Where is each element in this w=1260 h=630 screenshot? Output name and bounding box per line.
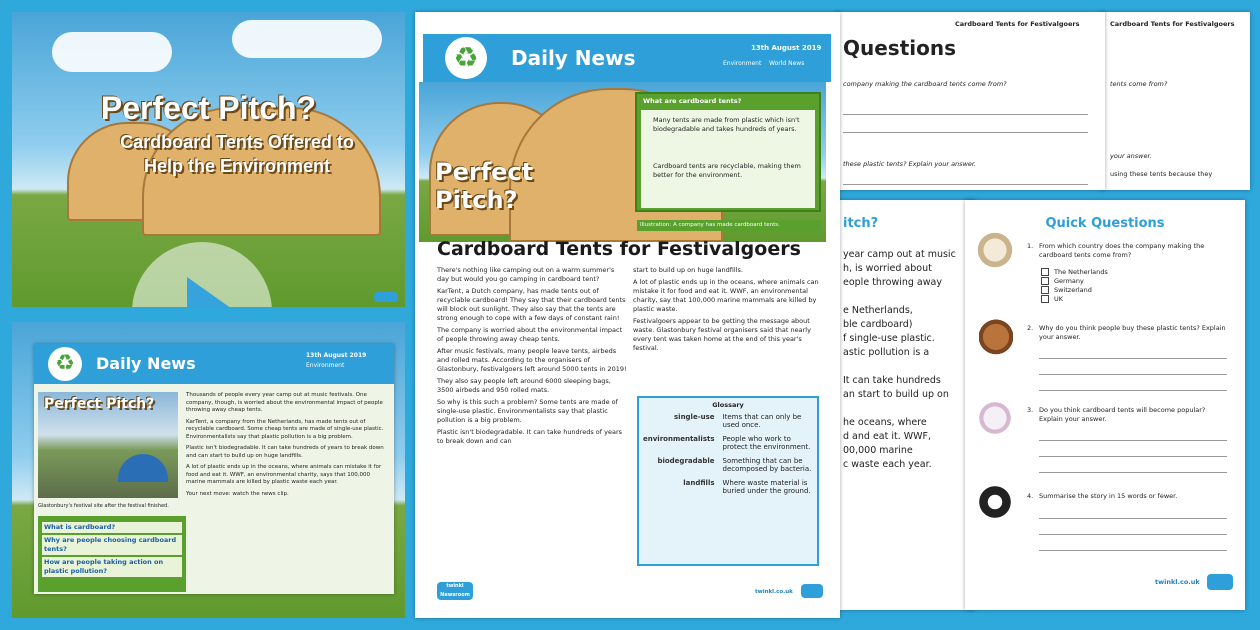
news-header xyxy=(423,34,831,82)
question-fragment: company making the cardboard tents come from? xyxy=(843,80,1007,88)
fact-box xyxy=(635,92,821,212)
quick-questions-page xyxy=(965,200,1245,610)
twinkl-logo: twinkl Newsroom xyxy=(437,582,473,600)
article-column-2 xyxy=(633,266,821,353)
video-slide[interactable] xyxy=(12,12,405,307)
fact-box-content xyxy=(641,110,815,208)
option-label: Switzerland xyxy=(1054,286,1092,294)
paragraph: So why is this such a problem? Some tents are made of single-use plastic. Environmentalists say that plastic pollution is a big problem. xyxy=(437,398,618,424)
glossary-box xyxy=(637,396,819,566)
answer-line[interactable] xyxy=(1039,506,1227,519)
reading-page xyxy=(835,200,975,610)
checkbox[interactable] xyxy=(1041,268,1049,276)
cloud xyxy=(52,32,172,72)
answer-line[interactable] xyxy=(1039,460,1227,473)
text-line: c waste each year. xyxy=(843,459,932,470)
answer-line xyxy=(843,120,1088,133)
page-header: Cardboard Tents for Festivalgoers xyxy=(1110,20,1235,28)
bullet: Many tents are made from plastic which isn't biodegradable and takes hundreds of years. xyxy=(653,116,800,133)
glossary-definition: Something that can be decomposed by bacteria. xyxy=(722,457,812,473)
answer-line[interactable] xyxy=(1039,378,1227,391)
paragraph: KarTent, a Dutch company, has made tents out of recyclable cardboard! They say that their cardboard tents will block out sunlight. They also say that the tents are strong enough to cope with a few days of constant rain! xyxy=(437,287,626,322)
answer-line[interactable] xyxy=(1039,444,1227,457)
answer-line[interactable] xyxy=(1039,522,1227,535)
text-line: It can take hundreds xyxy=(843,375,941,386)
answer-line[interactable] xyxy=(1039,346,1227,359)
glossary-term: environmentalists xyxy=(643,435,715,443)
text-line: f single-use plastic. xyxy=(843,333,935,344)
photo-caption: Glastonbury's festival site after the festival finished. xyxy=(38,503,169,509)
header-tag: World News xyxy=(769,60,805,67)
questions-page xyxy=(835,12,1105,190)
paragraph: Festivalgoers appear to be getting the message about waste. Glastonbury festival organisers said that nearly every tent was taken home at the end of this year's festival. xyxy=(633,317,811,352)
dog-picture xyxy=(979,318,1013,360)
questions-page-back xyxy=(1100,12,1250,190)
paragraph: The company is worried about the environmental impact of people throwing away cheap tents. xyxy=(437,326,623,343)
footer-url[interactable]: twinkl.co.uk xyxy=(1155,578,1200,586)
header-tag: Environment xyxy=(306,362,345,369)
answer-line xyxy=(843,172,1088,185)
option-label: UK xyxy=(1054,295,1064,303)
question-number: 1. xyxy=(1027,242,1034,250)
paragraph: A lot of plastic ends up in the oceans, where animals can mistake it for food and eat it. WWF, an environmental charity, says that 100,000 marine mammals are killed by plastic waste each year. xyxy=(186,464,382,485)
slide-subtitle: Cardboard Tents Offered to Help the Environment xyxy=(120,132,354,176)
article-column-1 xyxy=(437,266,627,446)
text-line: h, is worried about xyxy=(843,263,932,274)
paragraph: Plastic isn't biodegradable. It can take hundreds of years to break down and can start to build up on huge landfills. xyxy=(186,445,384,459)
recycle-icon: ♻ xyxy=(445,37,487,79)
page-title: itch? xyxy=(843,216,879,231)
play-button[interactable] xyxy=(132,242,272,307)
photo-title: Perfect Pitch? xyxy=(435,158,534,214)
option-label: Germany xyxy=(1054,277,1084,285)
footer-url[interactable]: twinkl.co.uk xyxy=(755,589,793,595)
link-item[interactable]: How are people taking action on plastic pollution? xyxy=(42,557,182,577)
header-title: Daily News xyxy=(511,46,636,70)
text-line: e Netherlands, xyxy=(843,305,913,316)
slide-title: Perfect Pitch? xyxy=(100,90,317,126)
links-box xyxy=(38,516,186,592)
dog-picture xyxy=(977,232,1013,272)
question-4: Summarise the story in 15 words or fewer. xyxy=(1039,492,1178,500)
question-number: 4. xyxy=(1027,492,1034,500)
text-line: ble cardboard) xyxy=(843,319,913,330)
option-list xyxy=(1041,268,1108,304)
question-2: Why do you think people buy these plastic tents? Explain your answer. xyxy=(1039,324,1226,341)
answer-line[interactable] xyxy=(1039,362,1227,375)
tent-icon xyxy=(118,454,168,482)
paragraph: They also say people left around 6000 sleeping bags, 3500 airbeds and 950 rolled mats. xyxy=(437,377,611,394)
option[interactable] xyxy=(1041,286,1108,295)
answer-line[interactable] xyxy=(1039,538,1227,551)
cloud xyxy=(232,20,382,58)
news-photo xyxy=(419,82,826,242)
glossary-title: Glossary xyxy=(712,401,744,409)
slide-body xyxy=(186,392,386,498)
answer-line[interactable] xyxy=(1039,428,1227,441)
glossary-table xyxy=(639,410,817,498)
page-title: Quick Questions xyxy=(1045,216,1165,231)
news-page xyxy=(415,12,840,618)
answer-line xyxy=(843,102,1088,115)
option[interactable] xyxy=(1041,277,1108,286)
question-3: Do you think cardboard tents will become popular? Explain your answer. xyxy=(1039,406,1206,423)
link-item[interactable]: What is cardboard? xyxy=(42,522,182,533)
glossary-row xyxy=(639,410,817,432)
headline: Cardboard Tents for Festivalgoers xyxy=(437,238,801,260)
twinkl-logo xyxy=(374,292,398,302)
glossary-definition: People who work to protect the environment. xyxy=(722,435,811,451)
page-title: Questions xyxy=(843,36,957,60)
presentation-slide[interactable] xyxy=(12,322,405,618)
glossary-row xyxy=(639,476,817,498)
news-photo xyxy=(38,392,178,498)
paragraph: There's nothing like camping out on a warm summer's day but would you go camping in cardboard tent? xyxy=(437,266,615,283)
dog-picture xyxy=(977,400,1013,440)
checkbox[interactable] xyxy=(1041,295,1049,303)
recycle-icon: ♻ xyxy=(48,347,82,381)
glossary-row xyxy=(639,454,817,476)
glossary-term: single-use xyxy=(674,413,715,421)
fact-box-title: What are cardboard tents? xyxy=(643,97,742,105)
twinkl-logo xyxy=(801,584,823,598)
question-fragment: these plastic tents? Explain your answer. xyxy=(843,160,977,168)
paragraph: Your next move: watch the news clip. xyxy=(186,490,289,497)
text-line: an start to build up on xyxy=(843,389,949,400)
question-fragment: your answer. xyxy=(1110,152,1152,160)
header-tag: Environment xyxy=(723,60,762,67)
glossary-term: biodegradable xyxy=(657,457,715,465)
text-line: he oceans, where xyxy=(843,417,927,428)
header-title: Daily News xyxy=(96,354,196,373)
paragraph: Plastic isn't biodegradable. It can take hundreds of years to break down and can xyxy=(437,428,623,445)
text-line: eople throwing away xyxy=(843,277,942,288)
page-header: Cardboard Tents for Festivalgoers xyxy=(955,20,1080,28)
photo-caption: Illustration: A company has made cardboard tents. xyxy=(637,220,821,231)
option-label: The Netherlands xyxy=(1054,268,1108,276)
text-line: astic pollution is a xyxy=(843,347,930,358)
paragraph: Thousands of people every year camp out at music festivals. One company, though, is worried about the environmental impact of people throwing away cheap tents. xyxy=(186,392,383,413)
question-1: From which country does the company making the cardboard tents come from? xyxy=(1039,242,1205,259)
header-date: 13th August 2019 xyxy=(306,352,367,359)
slide-card xyxy=(34,344,394,594)
twinkl-logo xyxy=(1207,574,1233,590)
question-fragment: tents come from? xyxy=(1110,80,1168,88)
photo-title: Perfect Pitch? xyxy=(44,396,155,412)
paragraph: KarTent, a company from the Netherlands, has made tents out of recyclable cardboard. Some cheap tents are made of single-use plastic. Environmentalists say that plastic pollution is a big problem. xyxy=(186,418,384,440)
glossary-row xyxy=(639,432,817,454)
paragraph: A lot of plastic ends up in the oceans, where animals can mistake it for food and eat it. WWF, an environmental charity, say that 100,000 marine mammals are killed by plastic waste. xyxy=(633,278,819,313)
dog-picture xyxy=(977,484,1013,524)
header-date: 13th August 2019 xyxy=(751,44,822,52)
glossary-term: landfills xyxy=(683,479,715,487)
text-line: year camp out at music xyxy=(843,249,956,260)
slide-header xyxy=(34,344,394,384)
text-line: d and eat it. WWF, xyxy=(843,431,932,442)
reading-text xyxy=(843,248,971,472)
checkbox[interactable] xyxy=(1041,277,1049,285)
question-number: 3. xyxy=(1027,406,1034,414)
paragraph: start to build up on huge landfills. xyxy=(633,266,743,274)
play-icon xyxy=(187,277,235,307)
checkbox[interactable] xyxy=(1041,286,1049,294)
glossary-definition: Where waste material is buried under the ground. xyxy=(722,479,811,495)
question-number: 2. xyxy=(1027,324,1034,332)
option[interactable] xyxy=(1041,268,1108,277)
text-line: 00,000 marine xyxy=(843,445,913,456)
bullet: Cardboard tents are recyclable, making them better for the environment. xyxy=(653,162,801,179)
option[interactable] xyxy=(1041,295,1108,304)
glossary-definition: Items that can only be used once. xyxy=(722,413,802,429)
link-item[interactable]: Why are people choosing cardboard tents? xyxy=(42,535,182,555)
paragraph: After music festivals, many people leave tents, airbeds and rolled mats. According to the organisers of Glastonbury, festivalgoers left around 5000 tents in 2019! xyxy=(437,347,627,373)
question-fragment: using these tents because they xyxy=(1110,170,1213,178)
